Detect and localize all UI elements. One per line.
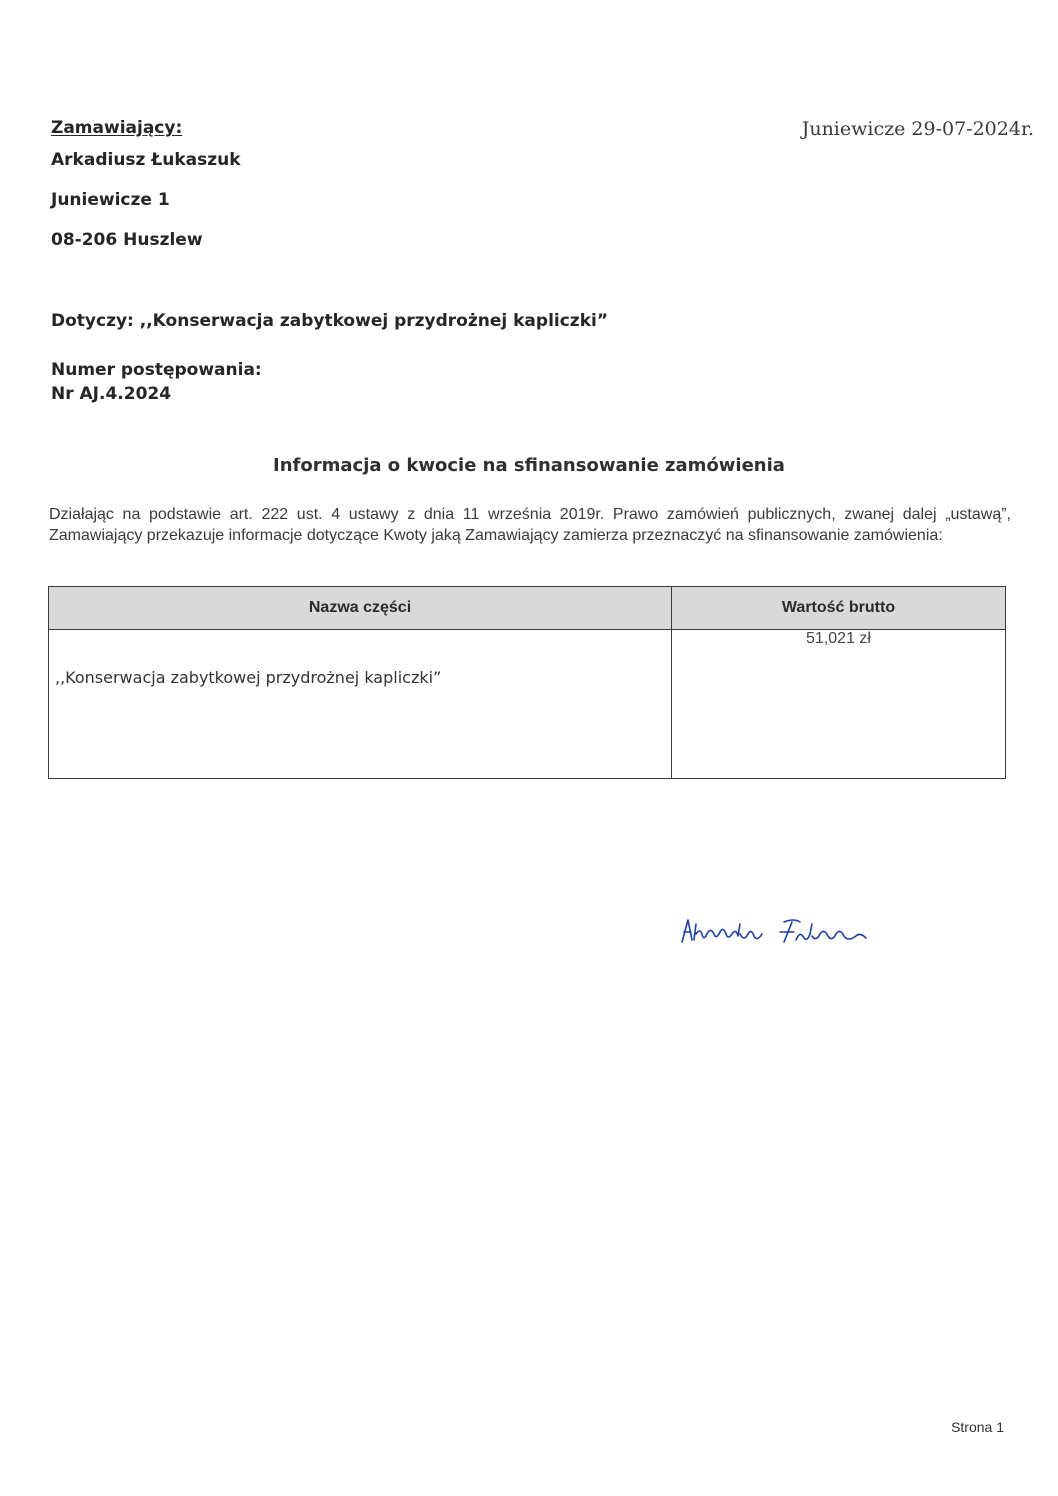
- address-line-2: 08-206 Huszlew: [51, 230, 203, 250]
- page-number: Strona 1: [951, 1419, 1004, 1435]
- quota-table: [48, 586, 1006, 779]
- body-paragraph: Działając na podstawie art. 222 ust. 4 ustawy z dnia 11 września 2019r. Prawo zamówień publicznych, zwanej dalej „ustawą”, Zamawiający przekazuje informacje dotyczące Kwoty jaką Zamawiający zamierza przeznaczyć na sfinansowanie zamówienia:: [49, 506, 1011, 544]
- buyer-label: Zamawiający:: [51, 118, 183, 138]
- table-row: [49, 630, 1006, 779]
- buyer-name: Arkadiusz Łukaszuk: [51, 150, 241, 170]
- case-number: Nr AJ.4.2024: [51, 384, 172, 404]
- handwritten-signature: [676, 912, 876, 952]
- column-header-name: Nazwa części: [49, 587, 672, 630]
- gross-value-cell: 51,021 zł: [672, 630, 1006, 779]
- document-date: Juniewicze 29-07-2024r.: [801, 118, 1034, 140]
- case-number-label: Numer postępowania:: [51, 360, 262, 380]
- column-header-value: Wartość brutto: [672, 587, 1006, 630]
- part-name-cell: ,,Konserwacja zabytkowej przydrożnej kapliczki”: [49, 630, 672, 779]
- document-title: Informacja o kwocie na sfinansowanie zamówienia: [273, 455, 785, 476]
- address-line-1: Juniewicze 1: [51, 190, 170, 210]
- table-header-row: [49, 587, 1006, 630]
- subject-line: Dotyczy: ,,Konserwacja zabytkowej przydrożnej kapliczki”: [51, 311, 609, 331]
